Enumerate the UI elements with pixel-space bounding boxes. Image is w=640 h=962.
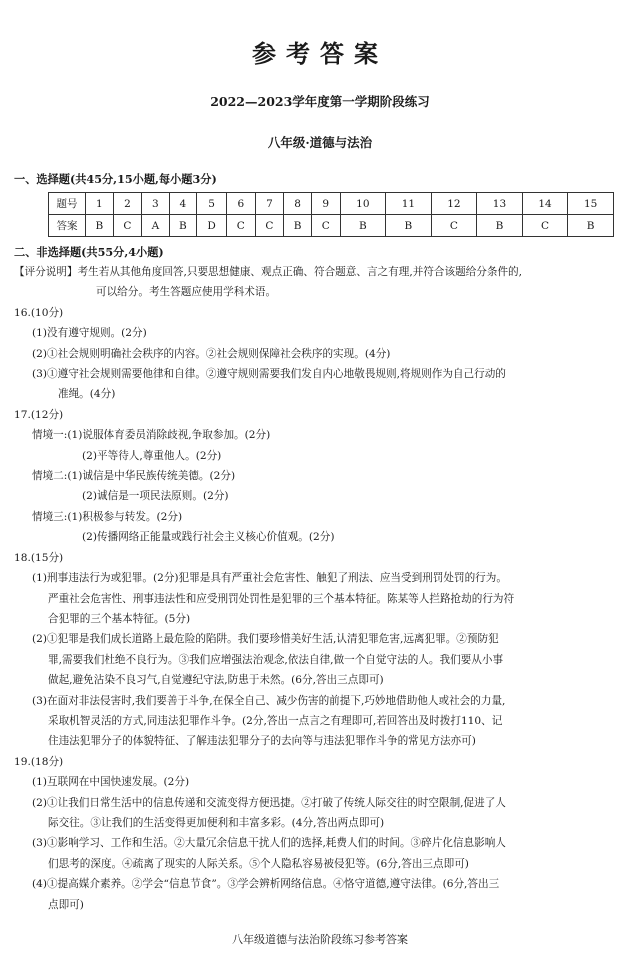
row-label: 答案 (49, 215, 86, 237)
answer-line: 严重社会危害性、刑事违法性和应受刑罚处罚性是犯罪的三个基本特征。陈某等人拦路抢劫的行为符 (48, 592, 515, 605)
choice-answer-table (48, 192, 614, 237)
answer-line: (2)平等待人,尊重他人。(2分) (82, 449, 222, 462)
question-number-cell: 11 (386, 193, 432, 215)
answer-line: 准绳。(4分) (58, 388, 116, 401)
answer-cell: C (311, 215, 340, 237)
answer-cell: C (255, 215, 284, 237)
question-number-cell: 3 (142, 193, 169, 215)
answer-line: (3)在面对非法侵害时,我们要善于斗争,在保全自己、减少伤害的前提下,巧妙地借助他人或社会的力量, (32, 694, 506, 707)
answer-cell: B (284, 215, 312, 237)
section-choice-heading: 一、选择题(共45分,15小题,每小题3分) (14, 172, 217, 186)
answer-line: 做起,避免沾染不良习气,自觉遵纪守法,防患于未然。(6分,答出三点即可) (48, 674, 384, 687)
answer-line: 点即可) (48, 898, 84, 911)
question-number-cell: 1 (86, 193, 114, 215)
answer-line: 住违法犯罪分子的体貌特征、了解违法犯罪分子的去向等与违法犯罪作斗争的常见方法亦可) (48, 735, 476, 748)
answer-line: 18.(15分) (14, 551, 64, 564)
answer-cell: B (340, 215, 386, 237)
question-number-cell: 5 (197, 193, 227, 215)
answer-line: (2)①让我们日常生活中的信息传递和交流变得方便迅捷。②打破了传统人际交往的时空限制,促进了人 (32, 796, 506, 809)
question-number-cell: 15 (568, 193, 614, 215)
question-number-cell: 7 (255, 193, 284, 215)
page-title: 参考答案 (252, 39, 388, 68)
answer-cell: C (431, 215, 477, 237)
answer-line: 【评分说明】考生若从其他角度回答,只要思想健康、观点正确、符合题意、言之有理,并符合该题给分条件的, (14, 266, 523, 278)
answer-line: 合犯罪的三个基本特征。(5分) (48, 612, 191, 625)
exam-subject: 八年级·道德与法治 (267, 135, 373, 150)
answer-row (49, 215, 614, 237)
answer-content (14, 262, 630, 915)
answer-cell: C (226, 215, 255, 237)
answer-line: 们思考的深度。④疏离了现实的人际关系。⑤个人隐私容易被侵犯等。(6分,答出三点即可) (48, 857, 469, 870)
answer-line: 17.(12分) (14, 408, 64, 421)
answer-line: 罪,需要我们杜绝不良行为。③我们应增强法治观念,依法自律,做一个自觉守法的人。我们要从小事 (48, 653, 504, 666)
answer-line: 19.(18分) (14, 755, 64, 768)
answer-line: 情境二:(1)诚信是中华民族传统美德。(2分) (32, 470, 236, 483)
answer-cell: B (568, 215, 614, 237)
answer-line: (2)①犯罪是我们成长道路上最危险的陷阱。我们要珍惜美好生活,认清犯罪危害,远离犯罪。②预防犯 (32, 633, 499, 646)
answer-line: (2)诚信是一项民法原则。(2分) (82, 490, 229, 503)
question-number-cell: 6 (226, 193, 255, 215)
answer-line: (3)①影响学习、工作和生活。②大量冗余信息干扰人们的选择,耗费人们的时间。③碎片化信息影响人 (32, 837, 506, 850)
answer-line: 情境三:(1)积极参与转发。(2分) (32, 510, 183, 523)
question-number-row (49, 193, 614, 215)
answer-cell: B (86, 215, 114, 237)
question-number-cell: 12 (431, 193, 477, 215)
row-label: 题号 (49, 193, 86, 215)
question-number-cell: 8 (284, 193, 312, 215)
answer-line: 情境一:(1)说服体育委员消除歧视,争取参加。(2分) (32, 429, 271, 442)
question-number-cell: 4 (169, 193, 197, 215)
answer-cell: B (477, 215, 523, 237)
answer-line: 可以给分。考生答题应使用学科术语。 (96, 286, 277, 299)
answer-line: (3)①遵守社会规则需要他律和自律。②遵守规则需要我们发自内心地敬畏规则,将规则作为自己行动的 (32, 368, 506, 381)
answer-cell: A (142, 215, 169, 237)
question-number-cell: 2 (113, 193, 142, 215)
question-number-cell: 10 (340, 193, 386, 215)
answer-cell: B (386, 215, 432, 237)
answer-line: (1)没有遵守规则。(2分) (32, 327, 147, 340)
answer-line: (1)刑事违法行为或犯罪。(2分)犯罪是具有严重社会危害性、触犯了刑法、应当受到刑罚处罚的行为。 (32, 572, 507, 585)
answer-cell: C (113, 215, 142, 237)
answer-line: (2)①社会规则明确社会秩序的内容。②社会规则保障社会秩序的实现。(4分) (32, 347, 391, 360)
question-number-cell: 13 (477, 193, 523, 215)
answer-line: 际交往。③让我们的生活变得更加便利和丰富多彩。(4分,答出两点即可) (48, 816, 385, 829)
exam-term: 2022—2023学年度第一学期阶段练习 (210, 94, 430, 109)
answer-line: (4)①提高媒介素养。②学会“信息节食”。③学会辨析网络信息。④恪守道德,遵守法律。(6分,答出三 (32, 878, 500, 891)
answer-cell: B (169, 215, 197, 237)
question-number-cell: 14 (522, 193, 568, 215)
answer-cell: C (522, 215, 568, 237)
answer-cell: D (197, 215, 227, 237)
question-number-cell: 9 (311, 193, 340, 215)
answer-line: (1)互联网在中国快速发展。(2分) (32, 776, 190, 789)
answer-line: (2)传播网络正能量或践行社会主义核心价值观。(2分) (82, 531, 335, 544)
answer-line: 16.(10分) (14, 306, 64, 319)
page-footer: 八年级道德与法治阶段练习参考答案 (232, 933, 408, 946)
answer-line: 采取机智灵活的方式,同违法犯罪作斗争。(2分,答出一点言之有理即可,若回答出及时拨打110、记 (48, 714, 503, 727)
section-nonchoice-heading: 二、非选择题(共55分,4小题) (14, 245, 164, 259)
